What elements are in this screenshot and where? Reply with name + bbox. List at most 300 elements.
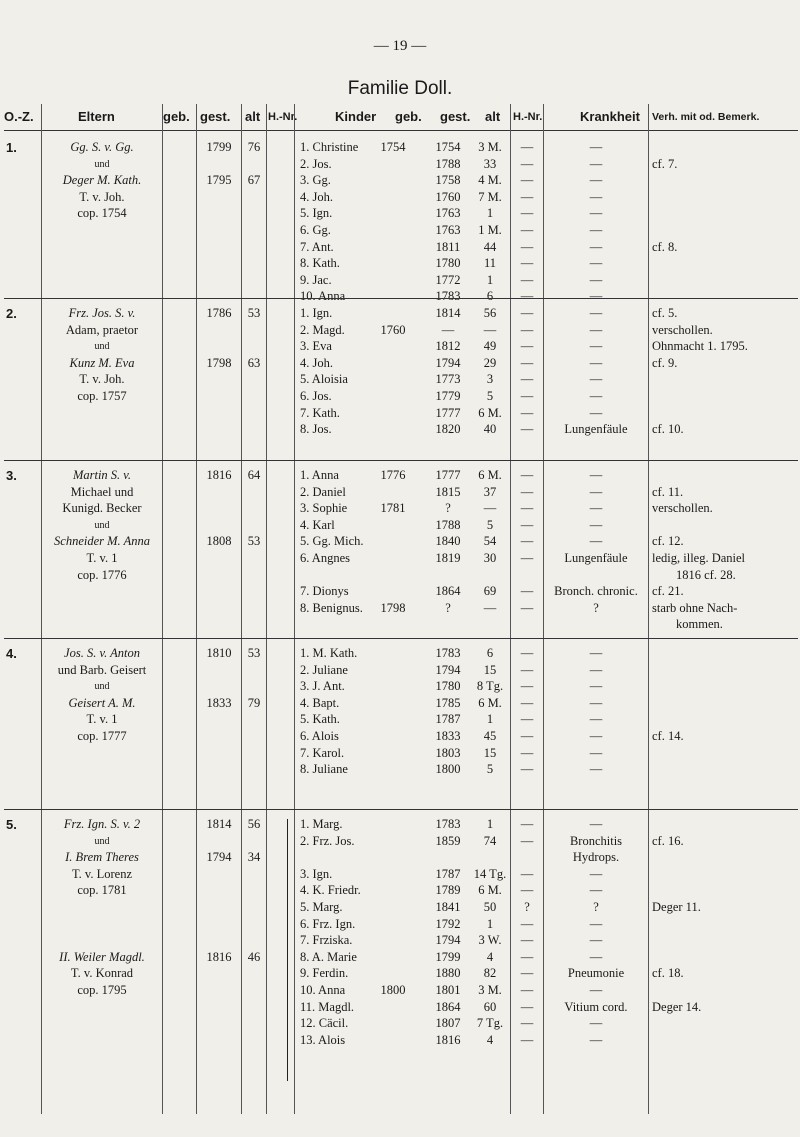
child-illness: — bbox=[589, 173, 603, 188]
child-death-year: 1820 bbox=[435, 422, 461, 437]
child-death-year: 1787 bbox=[435, 712, 461, 727]
child-house-number: — bbox=[520, 239, 534, 254]
child-name: 11. Magdl. bbox=[300, 999, 355, 1014]
child-name: 3. Ign. bbox=[300, 866, 333, 881]
child-death-year: 1801 bbox=[435, 983, 461, 997]
child-name: 6. Jos. bbox=[300, 389, 332, 403]
child-name: 1. Christine bbox=[300, 140, 359, 154]
child-death-year: 1811 bbox=[435, 239, 461, 254]
child-death-year: 1779 bbox=[435, 389, 461, 403]
parent-line: T. v. Joh. bbox=[79, 372, 125, 387]
child-death-year: 1783 bbox=[435, 289, 461, 304]
header-kgeb: geb. bbox=[395, 109, 422, 124]
child-name: 1. Anna bbox=[300, 468, 339, 482]
child-name: 4. Joh. bbox=[300, 355, 333, 370]
parent-line: Frz. Ign. S. v. 2 bbox=[63, 817, 141, 831]
child-house-number: — bbox=[520, 355, 534, 370]
child-remark: Deger 14. bbox=[652, 999, 702, 1014]
child-death-year: 1787 bbox=[435, 866, 461, 881]
parent-line: und bbox=[94, 341, 110, 353]
child-name: 5. Ign. bbox=[300, 206, 333, 221]
child-illness: — bbox=[589, 1032, 603, 1047]
child-house-number: — bbox=[520, 745, 534, 760]
parent-death-year: 1833 bbox=[206, 695, 232, 710]
child-name: 6. Alois bbox=[300, 729, 339, 743]
child-remark: cf. 5. bbox=[652, 306, 678, 320]
parent-line: cop. 1795 bbox=[77, 983, 127, 997]
parent-death-year: 1798 bbox=[206, 355, 232, 370]
child-illness: Pneumonie bbox=[567, 966, 625, 981]
col-rule bbox=[41, 104, 42, 1114]
child-name: 2. Daniel bbox=[300, 484, 346, 499]
child-house-number: — bbox=[520, 468, 534, 482]
header-gest: gest. bbox=[200, 109, 231, 124]
col-rule bbox=[294, 104, 295, 1114]
child-name: 3. J. Ant. bbox=[300, 679, 345, 694]
child-house-number: — bbox=[520, 422, 534, 437]
child-remark: verschollen. bbox=[652, 501, 713, 516]
child-illness: — bbox=[589, 662, 603, 677]
child-name: 7. Ant. bbox=[300, 239, 334, 254]
child-illness: — bbox=[589, 646, 603, 660]
child-house-number: — bbox=[520, 501, 534, 516]
header-kinder: Kinder bbox=[335, 109, 377, 124]
parent-line: Martin S. v. bbox=[72, 468, 132, 482]
child-age: 14 Tg. bbox=[473, 866, 507, 881]
child-age: 4 M. bbox=[478, 173, 502, 188]
child-illness: — bbox=[589, 729, 603, 743]
family-separator bbox=[4, 298, 798, 299]
child-name: 9. Jac. bbox=[300, 272, 332, 287]
child-house-number: — bbox=[520, 600, 534, 615]
child-illness: — bbox=[589, 484, 603, 499]
child-illness: — bbox=[589, 289, 603, 304]
child-name: 3. Gg. bbox=[300, 173, 331, 188]
child-age: 6 bbox=[486, 289, 494, 304]
child-age: 1 bbox=[486, 712, 494, 727]
child-remark: cf. 9. bbox=[652, 355, 678, 370]
child-death-year: 1812 bbox=[435, 339, 461, 354]
children-brace bbox=[287, 819, 288, 1081]
child-age: — bbox=[483, 501, 497, 516]
child-illness: — bbox=[589, 949, 603, 964]
child-illness: — bbox=[589, 745, 603, 760]
child-house-number: — bbox=[520, 389, 534, 403]
child-death-year: 1792 bbox=[435, 916, 461, 931]
child-illness: — bbox=[589, 322, 603, 337]
child-age: 49 bbox=[483, 339, 497, 354]
child-remark: cf. 10. bbox=[652, 422, 684, 437]
child-name: 5. Marg. bbox=[300, 900, 343, 914]
child-age: 44 bbox=[483, 239, 497, 254]
child-death-year: 1794 bbox=[435, 355, 461, 370]
child-house-number: — bbox=[520, 983, 534, 997]
child-death-year: 1864 bbox=[435, 584, 461, 599]
child-remark: cf. 12. bbox=[652, 534, 684, 549]
parent-line: cop. 1777 bbox=[77, 729, 127, 743]
child-death-year: 1788 bbox=[435, 156, 461, 171]
parent-line: Michael und bbox=[70, 484, 134, 499]
parent-death-year: 1816 bbox=[206, 468, 232, 482]
child-illness: — bbox=[589, 517, 603, 532]
child-age: 3 bbox=[486, 372, 494, 387]
parent-death-year: 1814 bbox=[206, 817, 232, 831]
parent-line: und bbox=[94, 835, 110, 847]
child-illness: — bbox=[589, 933, 603, 948]
child-age: 3 M. bbox=[478, 983, 502, 997]
parent-age: 46 bbox=[247, 949, 261, 964]
child-death-year: ? bbox=[445, 501, 451, 516]
child-death-year: 1794 bbox=[435, 662, 461, 677]
child-illness: — bbox=[589, 355, 603, 370]
child-house-number: — bbox=[520, 289, 534, 304]
col-rule bbox=[648, 104, 649, 1114]
child-age: 1 bbox=[486, 206, 494, 221]
family-number: 5. bbox=[6, 817, 17, 832]
child-name: 2. Frz. Jos. bbox=[300, 833, 355, 848]
parent-age: 79 bbox=[247, 695, 261, 710]
child-illness: — bbox=[589, 306, 603, 320]
child-name: 10. Anna bbox=[300, 983, 346, 997]
child-age: 45 bbox=[483, 729, 497, 743]
child-illness: ? bbox=[593, 600, 599, 615]
child-house-number: — bbox=[520, 156, 534, 171]
child-illness: — bbox=[589, 223, 603, 237]
child-remark: starb ohne Nach- bbox=[652, 600, 738, 615]
child-death-year: 1794 bbox=[435, 933, 461, 948]
child-house-number: — bbox=[520, 646, 534, 660]
child-house-number: — bbox=[520, 140, 534, 154]
child-illness-cont: Hydrops. bbox=[572, 850, 620, 865]
page-title: Familie Doll. bbox=[347, 78, 453, 99]
child-name: 10. Anna bbox=[300, 289, 346, 304]
family-separator bbox=[4, 460, 798, 461]
parent-line: cop. 1754 bbox=[77, 206, 127, 221]
col-rule bbox=[162, 104, 163, 1114]
child-death-year: 1800 bbox=[435, 762, 461, 777]
child-age: 6 bbox=[486, 646, 494, 660]
child-remark: cf. 11. bbox=[652, 484, 684, 499]
child-illness: Lungenfäule bbox=[564, 422, 628, 437]
parent-age: 34 bbox=[247, 850, 261, 865]
child-illness: Bronchitis bbox=[569, 833, 623, 848]
child-age: 4 bbox=[486, 1032, 494, 1047]
child-house-number: — bbox=[520, 817, 534, 831]
parent-death-year: 1810 bbox=[206, 646, 232, 660]
child-house-number: — bbox=[520, 256, 534, 271]
child-house-number: — bbox=[520, 916, 534, 931]
parent-line: I. Brem Theres bbox=[65, 850, 139, 865]
child-remark: ledig, illeg. Daniel bbox=[652, 551, 746, 565]
child-death-year: 1783 bbox=[435, 646, 461, 660]
child-age: 56 bbox=[483, 306, 497, 320]
child-name: 7. Dionys bbox=[300, 584, 349, 599]
child-name: 3. Eva bbox=[300, 339, 332, 354]
child-house-number: — bbox=[520, 173, 534, 188]
child-illness: — bbox=[589, 712, 603, 727]
child-name: 2. Magd. bbox=[300, 322, 345, 337]
child-age: — bbox=[483, 322, 497, 337]
child-death-year: 1864 bbox=[435, 999, 461, 1014]
child-death-year: ? bbox=[445, 600, 451, 615]
child-age: 6 M. bbox=[478, 695, 502, 710]
child-illness: — bbox=[589, 272, 603, 287]
child-house-number: — bbox=[520, 966, 534, 981]
child-age: 29 bbox=[483, 355, 497, 370]
child-name: 1. Ign. bbox=[300, 306, 333, 320]
child-age: 37 bbox=[483, 484, 497, 499]
header-oz: O.-Z. bbox=[4, 109, 34, 124]
child-name: 1. M. Kath. bbox=[300, 646, 358, 660]
parent-line: cop. 1757 bbox=[77, 389, 127, 403]
child-illness: ? bbox=[593, 900, 599, 914]
parent-line: Frz. Jos. S. v. bbox=[68, 306, 136, 320]
child-death-year: 1758 bbox=[435, 173, 461, 188]
child-age: 5 bbox=[486, 762, 494, 777]
child-house-number: — bbox=[520, 484, 534, 499]
child-death-year: 1760 bbox=[435, 189, 461, 204]
child-house-number: — bbox=[520, 866, 534, 881]
family-separator bbox=[4, 638, 798, 639]
parent-line: T. v. 1 bbox=[86, 712, 118, 727]
child-death-year: 1799 bbox=[435, 949, 461, 964]
child-death-year: 1840 bbox=[435, 534, 461, 549]
parent-line: T. v. Konrad bbox=[70, 966, 134, 981]
child-birth-year: 1760 bbox=[380, 322, 406, 337]
child-illness: — bbox=[589, 206, 603, 221]
child-name: 6. Gg. bbox=[300, 223, 331, 237]
child-death-year: 1777 bbox=[435, 468, 461, 482]
child-age: 7 Tg. bbox=[476, 1016, 504, 1031]
child-illness: — bbox=[589, 679, 603, 694]
child-house-number: — bbox=[520, 933, 534, 948]
child-house-number: — bbox=[520, 762, 534, 777]
child-death-year: — bbox=[441, 322, 455, 337]
child-house-number: — bbox=[520, 551, 534, 565]
child-house-number: — bbox=[520, 584, 534, 599]
child-death-year: 1816 bbox=[435, 1032, 461, 1047]
child-house-number: — bbox=[520, 223, 534, 237]
header-alt: alt bbox=[245, 109, 261, 124]
header-krankheit: Krankheit bbox=[580, 109, 640, 124]
child-illness: — bbox=[589, 239, 603, 254]
child-age: 1 bbox=[486, 272, 494, 287]
child-illness: — bbox=[589, 405, 603, 420]
child-remark-cont: 1816 cf. 28. bbox=[676, 567, 736, 582]
parent-age: 67 bbox=[247, 173, 261, 188]
child-illness: Bronch. chronic. bbox=[554, 584, 638, 599]
child-illness: — bbox=[589, 501, 603, 516]
child-house-number: — bbox=[520, 339, 534, 354]
child-illness: — bbox=[589, 140, 603, 154]
child-name: 8. Jos. bbox=[300, 422, 332, 437]
child-age: 74 bbox=[483, 833, 497, 848]
child-age: 1 bbox=[486, 916, 494, 931]
child-age: 1 bbox=[486, 817, 494, 831]
parent-death-year: 1808 bbox=[206, 534, 232, 549]
child-remark: cf. 21. bbox=[652, 584, 684, 599]
child-death-year: 1833 bbox=[435, 729, 461, 743]
child-house-number: — bbox=[520, 999, 534, 1014]
child-house-number: — bbox=[520, 729, 534, 743]
child-remark: cf. 16. bbox=[652, 833, 684, 848]
child-death-year: 1859 bbox=[435, 833, 461, 848]
parent-death-year: 1816 bbox=[206, 949, 232, 964]
child-death-year: 1772 bbox=[435, 272, 461, 287]
parent-death-year: 1799 bbox=[206, 140, 232, 154]
child-age: 6 M. bbox=[478, 883, 502, 898]
parent-age: 63 bbox=[247, 355, 261, 370]
family-number: 4. bbox=[6, 646, 17, 661]
family-number: 3. bbox=[6, 468, 17, 483]
child-death-year: 1780 bbox=[435, 256, 461, 271]
child-house-number: — bbox=[520, 322, 534, 337]
family-separator bbox=[4, 809, 798, 810]
child-name: 7. Kath. bbox=[300, 405, 340, 420]
child-name: 3. Sophie bbox=[300, 501, 348, 516]
child-death-year: 1815 bbox=[435, 484, 461, 499]
parent-line: und bbox=[94, 519, 110, 531]
parent-line: cop. 1776 bbox=[77, 567, 127, 582]
parent-line: Gg. S. v. Gg. bbox=[70, 140, 134, 154]
child-illness: — bbox=[589, 534, 603, 549]
family-number: 2. bbox=[6, 306, 17, 321]
child-age: 54 bbox=[483, 534, 497, 549]
child-remark: cf. 7. bbox=[652, 156, 678, 171]
child-birth-year: 1798 bbox=[380, 600, 406, 615]
child-illness: — bbox=[589, 817, 603, 831]
header-kgest: gest. bbox=[440, 109, 471, 124]
child-name: 8. A. Marie bbox=[300, 949, 357, 964]
child-name: 6. Angnes bbox=[300, 551, 350, 565]
child-death-year: 1803 bbox=[435, 745, 461, 760]
parent-line: und Barb. Geisert bbox=[57, 662, 147, 677]
parent-line: Jos. S. v. Anton bbox=[64, 646, 140, 660]
child-house-number: — bbox=[520, 662, 534, 677]
child-house-number: — bbox=[520, 189, 534, 204]
child-age: 82 bbox=[483, 966, 497, 981]
parent-age: 53 bbox=[247, 646, 261, 660]
child-name: 4. K. Friedr. bbox=[300, 883, 361, 898]
parent-line: Geisert A. M. bbox=[68, 695, 136, 710]
child-birth-year: 1776 bbox=[380, 468, 406, 482]
parent-line: und bbox=[94, 158, 110, 170]
child-illness: — bbox=[589, 883, 603, 898]
parent-line: T. v. 1 bbox=[86, 551, 118, 565]
child-illness: — bbox=[589, 389, 603, 403]
child-name: 12. Cäcil. bbox=[300, 1016, 349, 1031]
parent-age: 64 bbox=[247, 468, 261, 482]
child-house-number: — bbox=[520, 833, 534, 848]
child-house-number: — bbox=[520, 1032, 534, 1047]
child-illness: — bbox=[589, 339, 603, 354]
child-illness: — bbox=[589, 762, 603, 777]
child-age: 60 bbox=[483, 999, 497, 1014]
child-name: 1. Marg. bbox=[300, 817, 343, 831]
child-name: 9. Ferdin. bbox=[300, 966, 349, 981]
header-geb: geb. bbox=[163, 109, 190, 124]
parent-line: Schneider M. Anna bbox=[54, 534, 150, 549]
child-name: 4. Bapt. bbox=[300, 695, 340, 710]
parent-line: T. v. Joh. bbox=[79, 189, 125, 204]
header-rule bbox=[4, 130, 798, 131]
child-illness: Lungenfäule bbox=[564, 551, 628, 565]
child-illness: — bbox=[589, 866, 603, 881]
parent-line: Kunz M. Eva bbox=[69, 355, 135, 370]
child-age: 40 bbox=[483, 422, 497, 437]
child-birth-year: 1754 bbox=[380, 140, 406, 154]
child-house-number: — bbox=[520, 695, 534, 710]
child-name: 4. Joh. bbox=[300, 189, 333, 204]
child-name: 2. Juliane bbox=[300, 662, 348, 677]
child-name: 5. Kath. bbox=[300, 712, 340, 727]
child-age: 6 M. bbox=[478, 405, 502, 420]
child-house-number: — bbox=[520, 679, 534, 694]
header-eltern: Eltern bbox=[78, 109, 115, 124]
child-age: 30 bbox=[483, 551, 497, 565]
child-illness: — bbox=[589, 983, 603, 997]
child-birth-year: 1781 bbox=[380, 501, 406, 516]
parent-age: 53 bbox=[247, 534, 261, 549]
child-death-year: 1780 bbox=[435, 679, 461, 694]
child-death-year: 1763 bbox=[435, 206, 461, 221]
parent-age: 56 bbox=[247, 817, 261, 831]
parent-line: Deger M. Kath. bbox=[62, 173, 142, 188]
child-name: 13. Alois bbox=[300, 1032, 346, 1047]
child-remark-cont: kommen. bbox=[676, 617, 723, 632]
child-illness: — bbox=[589, 468, 603, 482]
child-house-number: — bbox=[520, 517, 534, 532]
child-death-year: 1785 bbox=[435, 695, 461, 710]
child-death-year: 1788 bbox=[435, 517, 461, 532]
parent-line: und bbox=[94, 681, 110, 693]
child-death-year: 1763 bbox=[435, 223, 461, 237]
child-death-year: 1807 bbox=[435, 1016, 461, 1031]
parent-age: 53 bbox=[247, 306, 261, 320]
child-death-year: 1841 bbox=[435, 900, 461, 914]
child-age: 11 bbox=[483, 256, 497, 271]
child-name: 6. Frz. Ign. bbox=[300, 916, 356, 931]
child-death-year: 1789 bbox=[435, 883, 461, 898]
child-house-number: — bbox=[520, 272, 534, 287]
child-age: 8 Tg. bbox=[476, 679, 504, 694]
child-age: 15 bbox=[483, 662, 497, 677]
child-house-number: — bbox=[520, 306, 534, 320]
child-illness: — bbox=[589, 189, 603, 204]
child-house-number: — bbox=[520, 534, 534, 549]
header-bemerkung: Verh. mit od. Bemerk. bbox=[652, 111, 760, 123]
child-age: 5 bbox=[486, 389, 494, 403]
child-house-number: — bbox=[520, 405, 534, 420]
parent-line: II. Weiler Magdl. bbox=[59, 949, 145, 964]
child-house-number: — bbox=[520, 883, 534, 898]
child-death-year: 1880 bbox=[435, 966, 461, 981]
family-number: 1. bbox=[6, 140, 17, 155]
child-age: 4 bbox=[486, 949, 494, 964]
child-name: 5. Aloisia bbox=[300, 372, 348, 387]
child-illness: Vitium cord. bbox=[564, 999, 628, 1014]
child-illness: — bbox=[589, 156, 603, 171]
child-death-year: 1783 bbox=[435, 817, 461, 831]
child-age: 3 W. bbox=[478, 933, 502, 948]
child-illness: — bbox=[589, 256, 603, 271]
col-rule bbox=[266, 104, 267, 1114]
child-death-year: 1814 bbox=[435, 306, 461, 320]
parent-line: cop. 1781 bbox=[77, 883, 127, 898]
child-remark: verschollen. bbox=[652, 322, 713, 337]
child-remark: Ohnmacht 1. 1795. bbox=[652, 339, 748, 354]
child-age: 5 bbox=[486, 517, 494, 532]
